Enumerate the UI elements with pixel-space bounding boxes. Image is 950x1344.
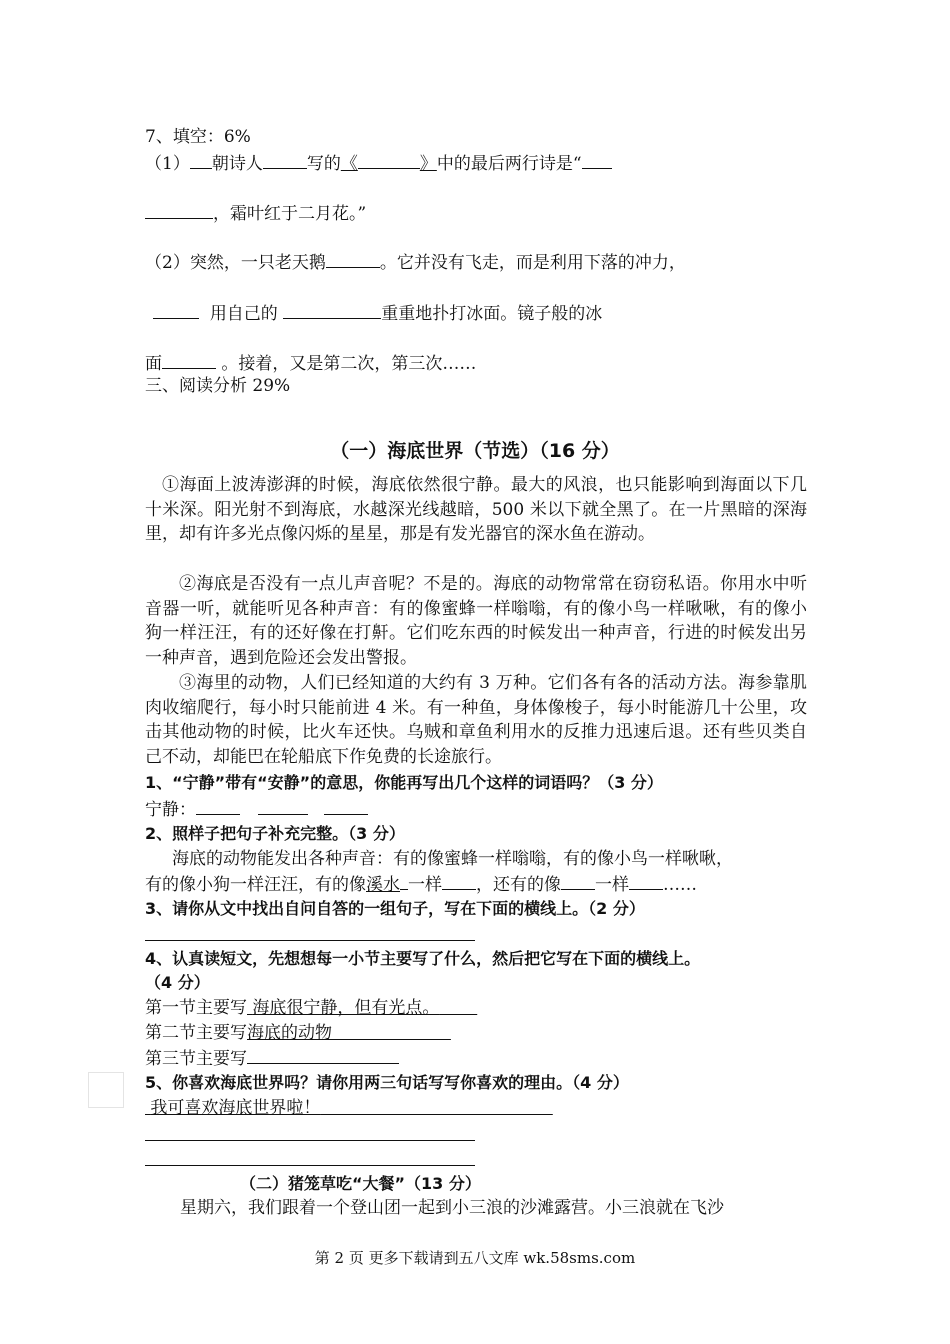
reading-1-paragraph-1: ①海面上波涛澎湃的时候，海底依然很宁静。最大的风浪，也只能影响到海面以下几十米深。阳光射不到海底，水越深光线越暗，500 米以下就全黑了。在一片黑暗的深海里，却有许多光点像闪烁的星星，那是有发光器官的深水鱼在游动。 bbox=[145, 475, 807, 545]
question-1-answer-line: 宁静： bbox=[145, 797, 368, 821]
reading-2-paragraph-1: 星期六，我们跟着一个登山团一起到小三浪的沙滩露营。小三浪就在飞沙 bbox=[180, 1198, 724, 1218]
question-4-score: （4 分） bbox=[145, 973, 210, 992]
q4-section-3: 第三节主要写 bbox=[145, 1046, 399, 1070]
q7-line-2: ，霜叶红于二月花。” bbox=[145, 201, 366, 225]
blank-poem-line[interactable] bbox=[145, 201, 213, 219]
blank-poet[interactable] bbox=[263, 151, 307, 169]
blank-manner[interactable] bbox=[153, 301, 199, 319]
blank-box bbox=[88, 1072, 124, 1108]
reading-2-title: （二）猪笼草吃“大餐”（13 分） bbox=[240, 1174, 481, 1193]
q2-blank-2[interactable] bbox=[561, 872, 595, 890]
question-4: 4、认真读短文，先想想每一小节主要写了什么，然后把它写在下面的横线上。 bbox=[145, 949, 701, 968]
q7-heading: 7、填空：6% bbox=[145, 127, 251, 147]
q5-answer-line-3[interactable] bbox=[145, 1165, 475, 1166]
q1-blank-2[interactable] bbox=[258, 797, 308, 815]
q4-section-2-answer[interactable]: 海底的动物 bbox=[247, 1023, 332, 1043]
blank-body-part[interactable] bbox=[283, 301, 381, 319]
q2-handwritten-answer: 溪水 bbox=[366, 875, 400, 895]
q1-blank-1[interactable] bbox=[196, 797, 240, 815]
q4-section-1-answer[interactable]: 海底很宁静，但有光点。 bbox=[252, 998, 440, 1018]
q1-blank-3[interactable] bbox=[324, 797, 368, 815]
q4-section-3-blank[interactable] bbox=[247, 1046, 399, 1064]
reading-1-paragraph-3: ③海里的动物，人们已经知道的大约有 3 万种。它们各有各的活动方法。海参靠肌肉收缩爬行，每小时只能前进 4 米。有一种鱼，身体像梭子，每小时能游几十公里，攻击其他动物的时候，比火车还快。乌贼和章鱼利用水的反推力迅速后退。还有些贝类自己不动，却能巴在轮船底下作免费的长途旅行。 bbox=[145, 673, 807, 768]
reading-1-title: （一）海底世界（节选）（16 分） bbox=[330, 440, 620, 462]
q2-blank-3[interactable] bbox=[629, 872, 663, 890]
blank-dynasty[interactable] bbox=[190, 151, 212, 169]
reading-1-paragraph-2: ②海底是否没有一点儿声音呢？不是的。海底的动物常常在窃窃私语。你用水中听音器一听，就能听见各种声音：有的像蜜蜂一样嗡嗡，有的像小鸟一样啾啾，有的像小狗一样汪汪，有的还好像在打鼾。它们吃东西的时候发出一种声音，行进的时候发出另一种声音，遇到危险还会发出警报。 bbox=[145, 574, 807, 669]
q4-section-2: 第二节主要写海底的动物 bbox=[145, 1022, 451, 1044]
question-2-line-1: 海底的动物能发出各种声音：有的像蜜蜂一样嗡嗡，有的像小鸟一样啾啾， bbox=[172, 849, 733, 869]
page-footer: 第 2 页 更多下载请到五八文库 wk.58sms.com bbox=[314, 1249, 636, 1267]
q7-line-3: （2）突然，一只老天鹅 。它并没有飞走，而是利用下落的冲力， bbox=[145, 250, 686, 274]
blank-ice-surface[interactable] bbox=[162, 351, 216, 369]
q2-blank-1[interactable] bbox=[442, 872, 476, 890]
question-2-line-2: 有的像小狗一样汪汪，有的像溪水 一样 ，还有的像 一样 …… bbox=[145, 872, 697, 896]
question-3: 3、请你从文中找出自问自答的一组句子，写在下面的横线上。（2 分） bbox=[145, 899, 645, 918]
blank-poem-title[interactable] bbox=[358, 151, 420, 169]
q7-line-1: （1） 朝诗人 写的《 》中的最后两行诗是“ bbox=[145, 151, 612, 175]
q5-answer-line-2[interactable] bbox=[145, 1140, 475, 1141]
question-1: 1、“宁静”带有“安静”的意思，你能再写出几个这样的词语吗？（3 分） bbox=[145, 773, 663, 792]
blank-poem-line-start[interactable] bbox=[582, 151, 612, 169]
q4-section-1: 第一节主要写 海底很宁静，但有光点。 bbox=[145, 997, 477, 1019]
question-5: 5、你喜欢海底世界吗？请你用两三句话写写你喜欢的理由。（4 分） bbox=[145, 1073, 629, 1092]
section-3-heading: 三、阅读分析 29% bbox=[145, 376, 291, 396]
q5-answer-line-1[interactable]: 我可喜欢海底世界啦！ bbox=[150, 1098, 321, 1118]
blank-swan-action[interactable] bbox=[326, 250, 380, 268]
q3-answer-line[interactable] bbox=[145, 940, 475, 941]
q7-line-4: 用自己的 重重地扑打冰面。镜子般的冰 bbox=[153, 301, 602, 325]
q7-line-5: 面 。接着，又是第二次，第三次…… bbox=[145, 351, 476, 375]
question-2: 2、照样子把句子补充完整。（3 分） bbox=[145, 824, 405, 843]
